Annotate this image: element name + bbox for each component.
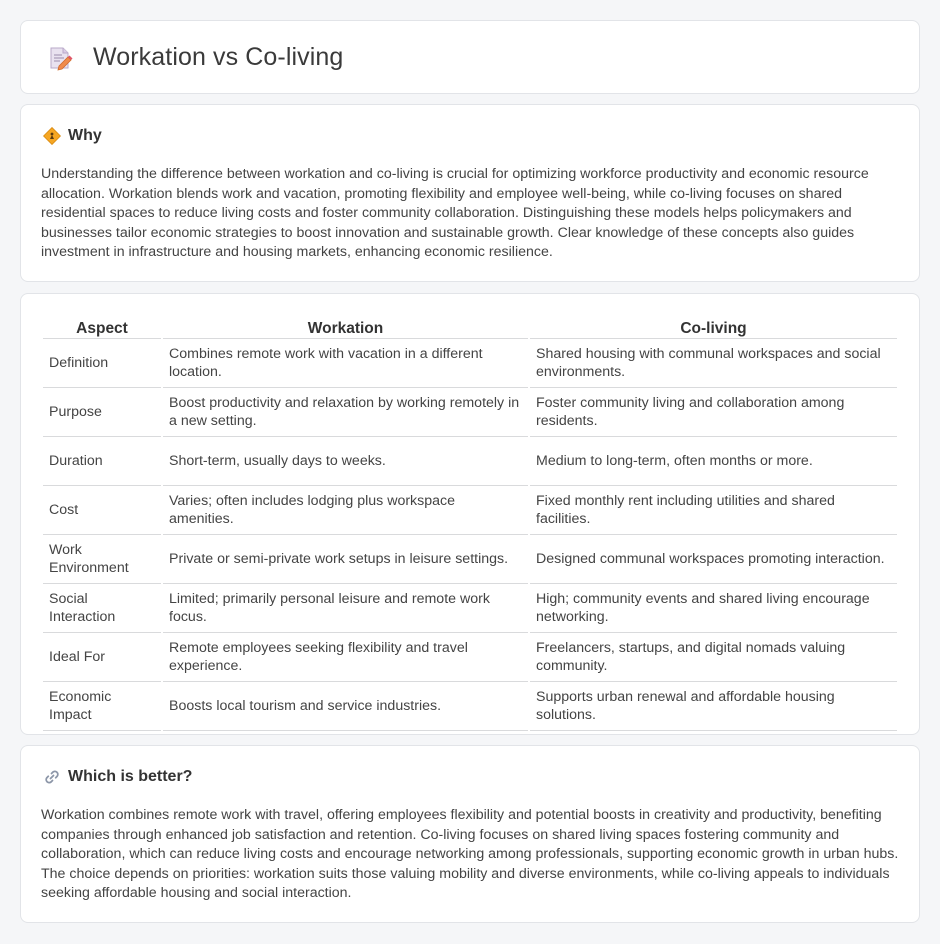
why-heading: Why: [68, 127, 102, 144]
coliving-cell: High; community events and shared living encourage networking.: [530, 584, 897, 633]
workation-cell: Boosts local tourism and service industries.: [163, 682, 528, 731]
table-row: [43, 584, 897, 633]
aspect-cell: Duration: [43, 437, 161, 486]
aspect-cell: Work Environment: [43, 535, 161, 584]
header-workation: Workation: [163, 315, 528, 339]
table-row: [43, 682, 897, 731]
coliving-cell: Freelancers, startups, and digital nomads valuing community.: [530, 633, 897, 682]
table-row: [43, 388, 897, 437]
coliving-cell: Shared housing with communal workspaces and social environments.: [530, 339, 897, 388]
title-row: [47, 43, 343, 72]
link-icon: [43, 768, 61, 786]
aspect-cell: Purpose: [43, 388, 161, 437]
better-heading-row: [43, 768, 192, 786]
table-row: [43, 535, 897, 584]
coliving-cell: Foster community living and collaboration among residents.: [530, 388, 897, 437]
document-pencil-icon: [47, 45, 73, 71]
comparison-table: [41, 315, 899, 731]
why-heading-row: [43, 127, 102, 145]
coliving-cell: Fixed monthly rent including utilities and shared facilities.: [530, 486, 897, 535]
table-card: [20, 293, 920, 735]
why-text: Understanding the difference between workation and co-living is crucial for optimizing workforce productivity and economic resource allocation. Workation blends work and vacation, promoting flexibility and employee well-being, while co-living focuses on shared residential spaces to reduce living costs and foster community collaboration. Distinguishing these models helps policymakers and businesses tailor economic strategies to boost innovation and sustainable growth. Clear knowledge of these concepts also guides investment in infrastructure and housing markets, enhancing economic resilience.: [41, 166, 869, 261]
header-coliving: Co-living: [530, 315, 897, 339]
aspect-cell: Definition: [43, 339, 161, 388]
table-header-row: [43, 315, 897, 339]
table-row: [43, 633, 897, 682]
table-row: [43, 339, 897, 388]
why-card: [20, 104, 920, 282]
table-row: [43, 486, 897, 535]
workation-cell: Boost productivity and relaxation by working remotely in a new setting.: [163, 388, 528, 437]
diamond-sign-icon: [43, 127, 61, 145]
better-heading: Which is better?: [68, 768, 193, 785]
coliving-cell: Designed communal workspaces promoting interaction.: [530, 535, 897, 584]
workation-cell: Private or semi-private work setups in leisure settings.: [163, 535, 528, 584]
aspect-cell: Social Interaction: [43, 584, 161, 633]
coliving-cell: Medium to long-term, often months or more.: [530, 437, 897, 486]
coliving-cell: Supports urban renewal and affordable housing solutions.: [530, 682, 897, 731]
workation-cell: Varies; often includes lodging plus workspace amenities.: [163, 486, 528, 535]
aspect-cell: Cost: [43, 486, 161, 535]
header-card: [20, 20, 920, 94]
aspect-cell: Economic Impact: [43, 682, 161, 731]
better-card: [20, 745, 920, 923]
page-title: Workation vs Co-living: [93, 43, 344, 71]
better-text: Workation combines remote work with travel, offering employees flexibility and potential boosts in creativity and productivity, benefiting companies through enhanced job satisfaction and retention. Co-living focuses on shared living spaces fostering community and collaboration, which can reduce living costs and encourage networking among professionals, supporting economic growth in urban hubs. The choice depends on priorities: workation suits those valuing mobility and diverse environments, while co-living appeals to individuals seeking affordable housing and social interaction.: [41, 807, 899, 902]
header-aspect: Aspect: [43, 315, 161, 339]
workation-cell: Limited; primarily personal leisure and remote work focus.: [163, 584, 528, 633]
workation-cell: Combines remote work with vacation in a different location.: [163, 339, 528, 388]
table-row: [43, 437, 897, 486]
aspect-cell: Ideal For: [43, 633, 161, 682]
workation-cell: Short-term, usually days to weeks.: [163, 437, 528, 486]
workation-cell: Remote employees seeking flexibility and travel experience.: [163, 633, 528, 682]
